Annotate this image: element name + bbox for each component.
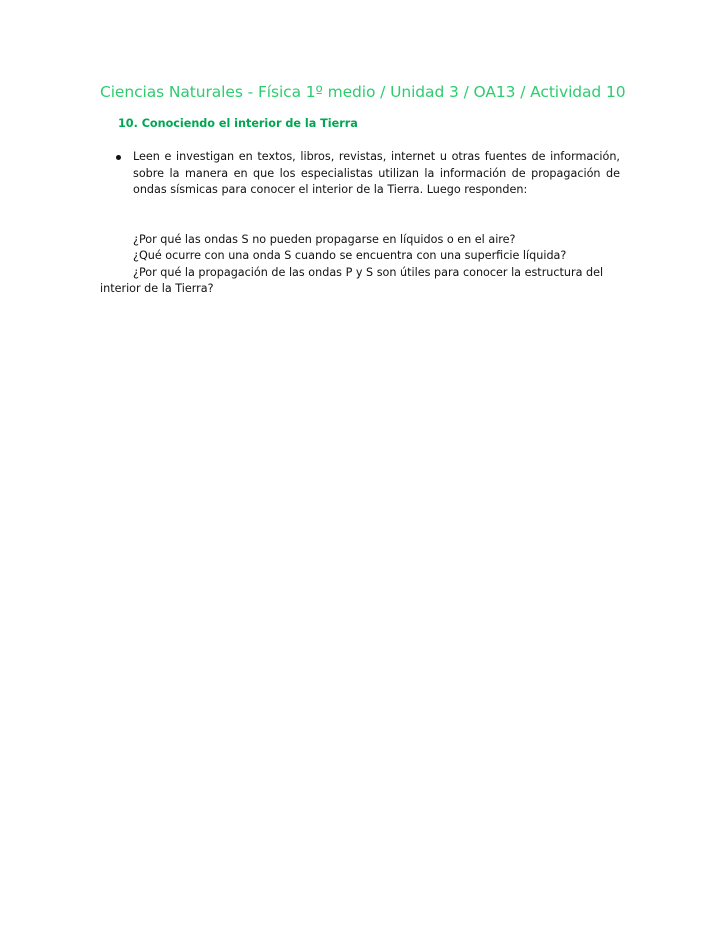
- bullet-item: [100, 149, 620, 199]
- activity-heading: 10. Conociendo el interior de la Tierra: [118, 117, 358, 130]
- question-3: ¿Por qué la propagación de las ondas P y S son útiles para conocer la estructura del interior de la Tierra?: [100, 265, 604, 296]
- question-1: ¿Por qué las ondas S no pueden propagarse en líquidos o en el aire?: [133, 233, 516, 246]
- question-list: [100, 232, 620, 298]
- bullet-text: Leen e investigan en textos, libros, revistas, internet u otras fuentes de información, sobre la manera en que los especialistas utilizan la información de propagación de ondas sísmicas para conocer el interior de la Tierra. Luego responden:: [133, 150, 620, 197]
- bullet-icon: [116, 155, 121, 160]
- bullet-list: [100, 149, 620, 199]
- page-title: Ciencias Naturales - Física 1º medio / Unidad 3 / OA13 / Actividad 10: [100, 83, 626, 101]
- question-2: ¿Qué ocurre con una onda S cuando se encuentra con una superficie líquida?: [133, 249, 567, 263]
